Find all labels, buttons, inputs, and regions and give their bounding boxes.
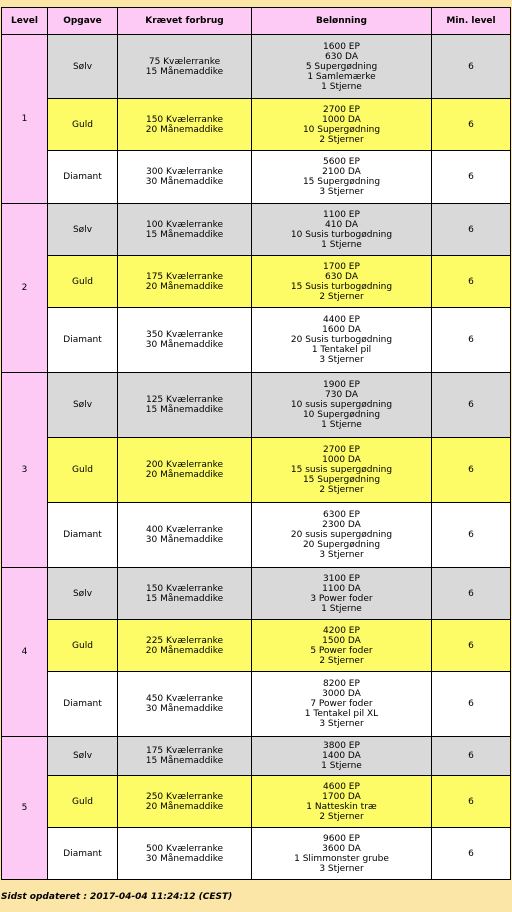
reward-line: 15 Susis turbogødning bbox=[290, 281, 393, 292]
reward-line: 15 Supergødning bbox=[302, 177, 381, 187]
reward-line: 5600 EP bbox=[323, 157, 360, 167]
min-level-cell: 6 bbox=[432, 204, 511, 256]
required-line: 20 Månemaddike bbox=[145, 124, 224, 135]
reward-line: 20 Supergødning bbox=[302, 540, 381, 550]
reward-line: 1 Stjerne bbox=[321, 239, 362, 250]
reward-cell bbox=[252, 151, 432, 204]
table-row bbox=[2, 204, 511, 256]
reward-line: 3100 EP bbox=[323, 573, 360, 584]
required-line: 15 Månemaddike bbox=[145, 66, 224, 77]
required-line: 150 Kvælerranke bbox=[145, 114, 224, 125]
task-cell: Guld bbox=[48, 438, 118, 503]
col-header-reward: Belønning bbox=[252, 8, 432, 35]
task-cell: Sølv bbox=[48, 373, 118, 438]
reward-line: 2700 EP bbox=[323, 104, 360, 115]
table-row bbox=[2, 256, 511, 308]
reward-cell bbox=[252, 373, 432, 438]
reward-line: 9600 EP bbox=[323, 833, 360, 844]
reward-line: 2300 DA bbox=[322, 520, 361, 530]
reward-line: 1400 DA bbox=[322, 751, 361, 761]
required-line: 450 Kvælerranke bbox=[145, 694, 224, 704]
col-header-level: Level bbox=[2, 8, 48, 35]
col-header-task: Opgave bbox=[48, 8, 118, 35]
required-cell bbox=[118, 204, 252, 256]
reward-line: 5 Power foder bbox=[310, 645, 373, 656]
required-cell bbox=[118, 99, 252, 151]
required-cell bbox=[118, 828, 252, 880]
required-line: 100 Kvælerranke bbox=[145, 219, 224, 230]
reward-line: 7 Power foder bbox=[310, 699, 373, 709]
min-level-cell: 6 bbox=[432, 503, 511, 568]
task-cell: Diamant bbox=[48, 672, 118, 737]
min-level-cell: 6 bbox=[432, 672, 511, 737]
required-cell bbox=[118, 672, 252, 737]
col-header-min-level: Min. level bbox=[432, 8, 511, 35]
min-level-cell: 6 bbox=[432, 776, 511, 828]
task-cell: Diamant bbox=[48, 151, 118, 204]
reward-line: 3 Stjerner bbox=[319, 550, 364, 560]
min-level-cell: 6 bbox=[432, 568, 511, 620]
reward-line: 1600 DA bbox=[322, 325, 361, 335]
reward-line: 8200 EP bbox=[323, 679, 360, 689]
required-line: 30 Månemaddike bbox=[145, 535, 224, 545]
required-line: 15 Månemaddike bbox=[145, 593, 224, 604]
reward-cell bbox=[252, 776, 432, 828]
required-line: 30 Månemaddike bbox=[145, 853, 224, 864]
table-row bbox=[2, 503, 511, 568]
task-cell: Diamant bbox=[48, 503, 118, 568]
required-line: 175 Kvælerranke bbox=[145, 271, 224, 282]
reward-line: 1 Tentakel pil XL bbox=[304, 709, 379, 719]
min-level-cell: 6 bbox=[432, 438, 511, 503]
level-cell: 3 bbox=[2, 373, 48, 568]
reward-line: 1 Natteskin træ bbox=[306, 801, 377, 812]
min-level-cell: 6 bbox=[432, 308, 511, 373]
reward-cell bbox=[252, 828, 432, 880]
table-row bbox=[2, 568, 511, 620]
table-row bbox=[2, 438, 511, 503]
reward-line: 3 Stjerner bbox=[319, 863, 364, 874]
required-line: 30 Månemaddike bbox=[145, 340, 224, 350]
table-row bbox=[2, 672, 511, 737]
header-row bbox=[2, 8, 511, 35]
reward-line: 2 Stjerner bbox=[319, 134, 364, 145]
required-cell bbox=[118, 737, 252, 776]
min-level-cell: 6 bbox=[432, 35, 511, 99]
reward-line: 1 Tentakel pil bbox=[311, 345, 372, 355]
task-cell: Sølv bbox=[48, 568, 118, 620]
reward-line: 10 Susis turbogødning bbox=[290, 229, 393, 240]
required-line: 225 Kvælerranke bbox=[145, 635, 224, 646]
task-cell: Sølv bbox=[48, 204, 118, 256]
reward-cell bbox=[252, 256, 432, 308]
reward-line: 2 Stjerner bbox=[319, 655, 364, 666]
reward-cell bbox=[252, 620, 432, 672]
reward-line: 1700 EP bbox=[323, 261, 360, 272]
required-line: 20 Månemaddike bbox=[145, 801, 224, 812]
reward-line: 3800 EP bbox=[323, 741, 360, 751]
reward-cell bbox=[252, 308, 432, 373]
required-line: 30 Månemaddike bbox=[145, 704, 224, 714]
reward-line: 3 Stjerner bbox=[319, 719, 364, 729]
required-cell bbox=[118, 308, 252, 373]
reward-line: 1100 EP bbox=[323, 209, 360, 220]
required-line: 15 Månemaddike bbox=[145, 756, 224, 766]
task-cell: Guld bbox=[48, 99, 118, 151]
reward-line: 3 Power foder bbox=[310, 593, 373, 604]
reward-cell bbox=[252, 438, 432, 503]
reward-line: 4400 EP bbox=[323, 315, 360, 325]
table-row bbox=[2, 373, 511, 438]
required-line: 350 Kvælerranke bbox=[145, 330, 224, 340]
task-cell: Sølv bbox=[48, 737, 118, 776]
required-line: 400 Kvælerranke bbox=[145, 525, 224, 535]
level-cell: 5 bbox=[2, 737, 48, 880]
required-line: 300 Kvælerranke bbox=[145, 167, 224, 177]
reward-table bbox=[1, 7, 511, 880]
min-level-cell: 6 bbox=[432, 737, 511, 776]
table-row bbox=[2, 308, 511, 373]
task-cell: Guld bbox=[48, 620, 118, 672]
task-cell: Sølv bbox=[48, 35, 118, 99]
reward-line: 2 Stjerner bbox=[319, 485, 364, 495]
reward-line: 3600 DA bbox=[322, 843, 361, 854]
table-row bbox=[2, 35, 511, 99]
table-body bbox=[2, 35, 511, 880]
reward-line: 630 DA bbox=[325, 271, 358, 282]
table-row bbox=[2, 620, 511, 672]
min-level-cell: 6 bbox=[432, 620, 511, 672]
reward-line: 730 DA bbox=[325, 390, 358, 400]
required-line: 20 Månemaddike bbox=[145, 281, 224, 292]
col-header-required: Krævet forbrug bbox=[118, 8, 252, 35]
reward-line: 1 Stjerne bbox=[321, 420, 362, 430]
required-cell bbox=[118, 256, 252, 308]
reward-line: 1 Samlemærke bbox=[307, 71, 376, 82]
last-updated: Sidst opdateret : 2017-04-04 11:24:12 (CEST) bbox=[1, 892, 233, 902]
task-cell: Guld bbox=[48, 256, 118, 308]
reward-line: 2100 DA bbox=[322, 167, 361, 177]
reward-line: 1900 EP bbox=[323, 380, 360, 390]
table-row bbox=[2, 151, 511, 204]
reward-line: 1000 DA bbox=[322, 455, 361, 465]
reward-line: 10 susis supergødning bbox=[290, 400, 393, 410]
task-cell: Guld bbox=[48, 776, 118, 828]
reward-line: 15 susis supergødning bbox=[290, 465, 393, 475]
required-line: 20 Månemaddike bbox=[145, 645, 224, 656]
reward-cell bbox=[252, 99, 432, 151]
task-cell: Diamant bbox=[48, 828, 118, 880]
reward-line: 1700 DA bbox=[322, 791, 361, 802]
min-level-cell: 6 bbox=[432, 373, 511, 438]
min-level-cell: 6 bbox=[432, 151, 511, 204]
required-line: 15 Månemaddike bbox=[145, 229, 224, 240]
level-cell: 2 bbox=[2, 204, 48, 373]
required-cell bbox=[118, 620, 252, 672]
reward-line: 10 Supergødning bbox=[302, 124, 381, 135]
reward-line: 15 Supergødning bbox=[302, 475, 381, 485]
reward-line: 4600 EP bbox=[323, 781, 360, 792]
required-line: 500 Kvælerranke bbox=[145, 843, 224, 854]
required-line: 175 Kvælerranke bbox=[145, 746, 224, 756]
required-line: 20 Månemaddike bbox=[145, 470, 224, 480]
level-cell: 4 bbox=[2, 568, 48, 737]
required-line: 30 Månemaddike bbox=[145, 177, 224, 187]
level-cell: 1 bbox=[2, 35, 48, 204]
required-cell bbox=[118, 776, 252, 828]
required-line: 250 Kvælerranke bbox=[145, 791, 224, 802]
reward-line: 3000 DA bbox=[322, 689, 361, 699]
required-cell bbox=[118, 151, 252, 204]
required-cell bbox=[118, 503, 252, 568]
reward-cell bbox=[252, 737, 432, 776]
reward-line: 1000 DA bbox=[322, 114, 361, 125]
reward-cell bbox=[252, 503, 432, 568]
reward-line: 3 Stjerner bbox=[319, 187, 364, 197]
min-level-cell: 6 bbox=[432, 256, 511, 308]
task-cell: Diamant bbox=[48, 308, 118, 373]
reward-cell bbox=[252, 204, 432, 256]
required-line: 150 Kvælerranke bbox=[145, 583, 224, 594]
reward-line: 5 Supergødning bbox=[305, 61, 378, 72]
required-cell bbox=[118, 373, 252, 438]
reward-line: 2 Stjerner bbox=[319, 811, 364, 822]
reward-line: 1100 DA bbox=[322, 583, 361, 594]
required-cell bbox=[118, 35, 252, 99]
reward-line: 2700 EP bbox=[323, 445, 360, 455]
reward-line: 3 Stjerner bbox=[319, 355, 364, 365]
table-row bbox=[2, 776, 511, 828]
table-row bbox=[2, 828, 511, 880]
reward-line: 1 Stjerne bbox=[321, 603, 362, 614]
required-line: 125 Kvælerranke bbox=[145, 395, 224, 405]
min-level-cell: 6 bbox=[432, 828, 511, 880]
reward-cell bbox=[252, 568, 432, 620]
reward-cell bbox=[252, 672, 432, 737]
reward-line: 630 DA bbox=[325, 51, 358, 62]
min-level-cell: 6 bbox=[432, 99, 511, 151]
reward-line: 4200 EP bbox=[323, 625, 360, 636]
reward-cell bbox=[252, 35, 432, 99]
required-cell bbox=[118, 438, 252, 503]
reward-line: 2 Stjerner bbox=[319, 291, 364, 302]
reward-line: 10 Supergødning bbox=[302, 410, 381, 420]
reward-line: 410 DA bbox=[325, 219, 358, 230]
reward-line: 1 Stjerne bbox=[321, 81, 362, 92]
required-line: 200 Kvælerranke bbox=[145, 460, 224, 470]
required-line: 15 Månemaddike bbox=[145, 405, 224, 415]
required-line: 75 Kvælerranke bbox=[148, 56, 221, 67]
reward-line: 1 Stjerne bbox=[321, 761, 362, 771]
reward-line: 20 Susis turbogødning bbox=[290, 335, 393, 345]
table-row bbox=[2, 737, 511, 776]
reward-line: 20 susis supergødning bbox=[290, 530, 393, 540]
reward-line: 1600 EP bbox=[323, 41, 360, 52]
table-row bbox=[2, 99, 511, 151]
reward-line: 1 Slimmonster grube bbox=[294, 853, 389, 864]
reward-line: 6300 EP bbox=[323, 510, 360, 520]
reward-line: 1500 DA bbox=[322, 635, 361, 646]
required-cell bbox=[118, 568, 252, 620]
